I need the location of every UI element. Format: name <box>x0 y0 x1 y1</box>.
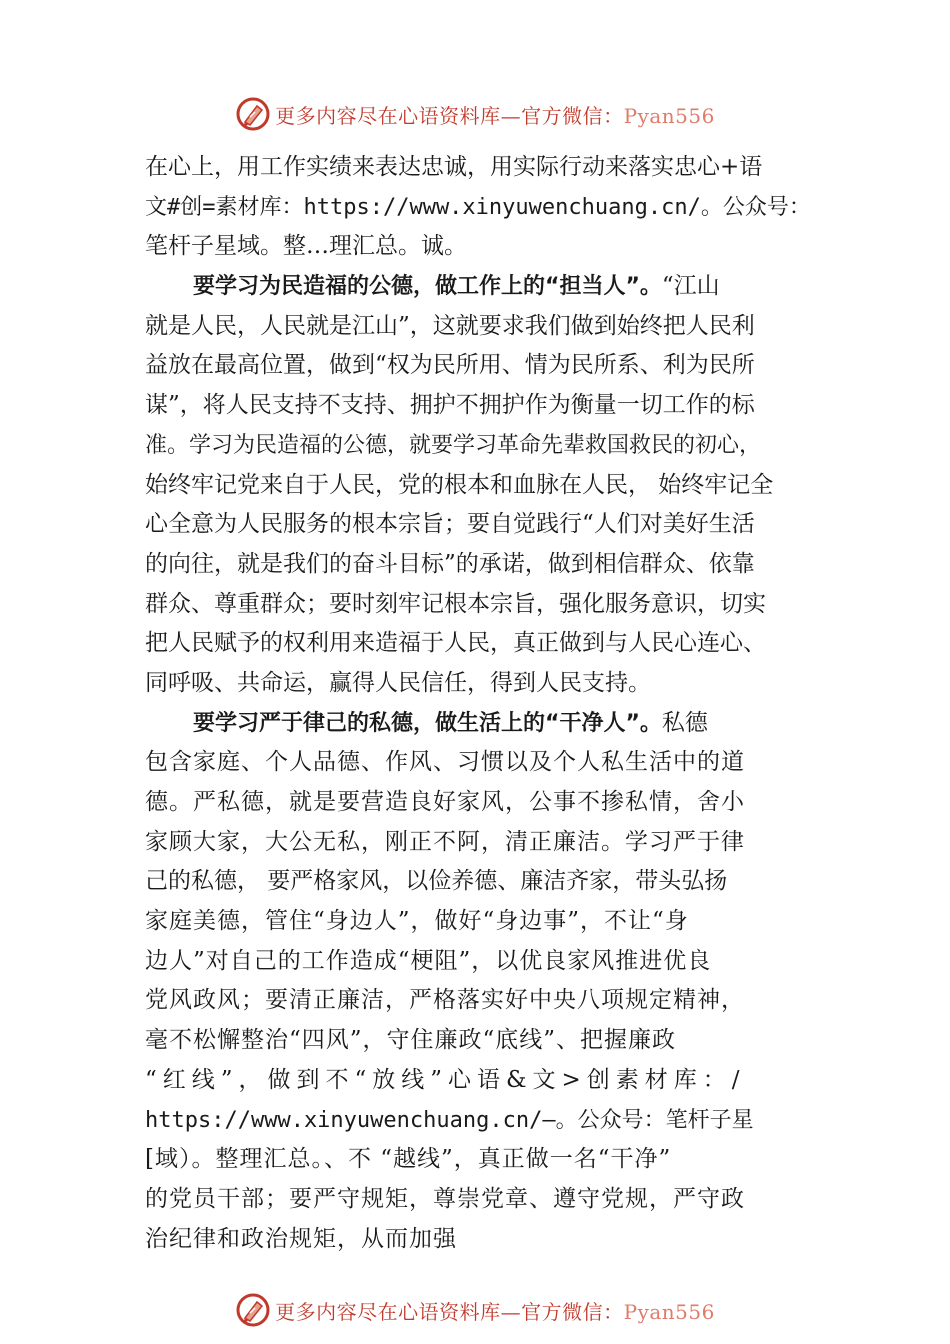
intro-line-1: 在心上，用工作实绩来表达忠诚，用实际行动来落实忠心+语 <box>145 154 763 180</box>
section2-line-2: 德。严私德，就是要营造良好家风，公事不掺私情，舍小 <box>145 789 745 815</box>
intro-line-3: 笔杆子星域。整…理汇总。诚。 <box>145 233 467 260</box>
footer-watermark-text: 更多内容尽在心语资料库—官方微信：Pyan556 <box>275 1299 715 1324</box>
section1-line-8: 群众、尊重群众；要时刻牢记根本宗旨，强化服务意识，切实 <box>145 590 766 617</box>
pen-nib-logo-icon <box>235 96 271 132</box>
section2-heading-line <box>145 704 835 744</box>
header-watermark-text: 更多内容尽在心语资料库—官方微信：Pyan556 <box>275 103 715 128</box>
section2-tail-line-1: [域）。整理汇总。、不 “越线”，真正做一名“干净” <box>145 1146 672 1173</box>
section1-line-10: 同呼吸、共命运，赢得人民信任，得到人民支持。 <box>145 669 651 696</box>
section2-line-5: 家庭美德，管住“身边人”，做好“身边事”，不让“身 <box>145 908 689 935</box>
section1-line-7: 的向往，就是我们的奋斗目标”的承诺，做到相信群众、依靠 <box>145 550 755 577</box>
intro-line-2: 文#创=素材库：https://www.xinyuwenchuang.cn/。公众号： <box>145 194 811 220</box>
document-body <box>145 148 835 1259</box>
section1-heading-line <box>145 267 835 307</box>
section2-line-7: 党风政风；要清正廉洁，严格落实好中央八项规定精神， <box>145 987 745 1014</box>
section2-heading-rest: 私德 <box>661 709 708 736</box>
section1-line-6: 心全意为人民服务的根本宗旨；要自觉践行“人们对美好生活 <box>145 511 755 538</box>
section2-tail-line-3: 治纪律和政治规矩，从而加强 <box>145 1225 457 1252</box>
pen-nib-logo-icon <box>235 1292 271 1328</box>
section2-url-line: https://www.xinyuwenchuang.cn/—。公众号：笔杆子星 <box>145 1107 754 1133</box>
section2-line-8: 毫不松懈整治“四风”，守住廉政“底线”、把握廉政 <box>145 1027 677 1054</box>
section1-line-9: 把人民赋予的权利用来造福于人民，真正做到与人民心连心、 <box>145 630 766 657</box>
section2-heading: 要学习严于律己的私德，做生活上的“干净人”。 <box>193 710 662 736</box>
section1-line-4: 准。学习为民造福的公德，就要学习革命先辈救国救民的初心， <box>145 432 762 458</box>
header-wechat-id: Pyan556 <box>623 103 715 128</box>
section1-line-1: 就是人民，人民就是江山”，这就要求我们做到始终把人民利 <box>145 312 755 339</box>
section1-heading-rest: “江山 <box>661 273 720 300</box>
section1-line-3: 谋”，将人民支持不支持、拥护不拥护作为衡量一切工作的标 <box>145 392 755 419</box>
section2-tail-line-2: 的党员干部；要严守规矩，尊崇党章、遵守党规，严守政 <box>145 1185 745 1212</box>
section1-line-2: 益放在最高位置，做到“权为民所用、情为民所系、利为民所 <box>145 352 755 379</box>
section2-line-3: 家顾大家，大公无私，刚正不阿，清正廉洁。学习严于律 <box>145 828 745 855</box>
section2-line-6: 边人”对自己的工作造成“梗阻”，以优良家风推进优良 <box>145 947 712 974</box>
header-watermark-banner <box>0 94 950 134</box>
section2-line-1: 包含家庭、个人品德、作风、习惯以及个人私生活中的道 <box>145 749 745 776</box>
footer-watermark-banner <box>0 1290 950 1330</box>
section2-line-4: 己的私德， 要严格家风，以俭养德、廉洁齐家，带头弘扬 <box>145 868 728 895</box>
section1-line-5: 始终牢记党来自于人民，党的根本和血脉在人民， 始终牢记全 <box>145 471 774 498</box>
section1-heading: 要学习为民造福的公德，做工作上的“担当人”。 <box>193 274 662 300</box>
section2-spread-line: “红线”，做到不“放线”心语&文>创素材库：/ <box>145 1066 746 1093</box>
footer-wechat-id: Pyan556 <box>623 1299 715 1324</box>
